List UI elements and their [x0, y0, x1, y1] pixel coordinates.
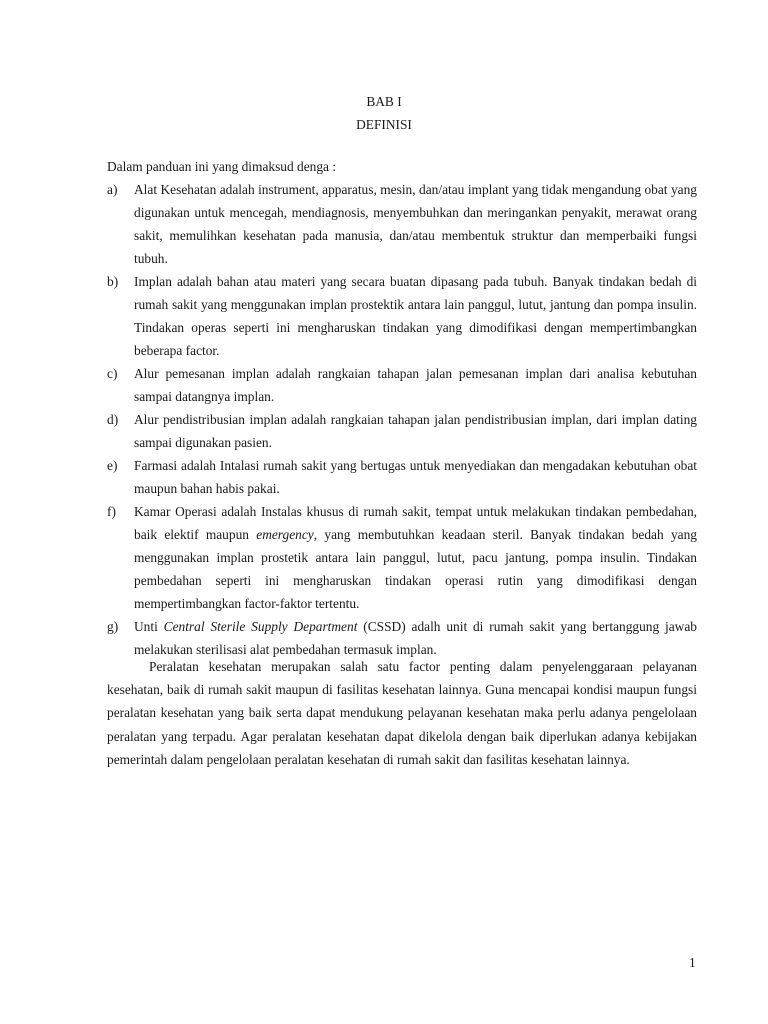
- definition-list: [107, 178, 697, 661]
- list-item-label: d): [107, 412, 119, 427]
- text-run: Unti: [134, 619, 164, 634]
- list-item-label: c): [107, 366, 118, 381]
- chapter-number: BAB I: [366, 94, 402, 109]
- page-number: 1: [689, 955, 696, 970]
- list-item: [107, 270, 697, 362]
- body-paragraph: Peralatan kesehatan merupakan salah satu factor penting dalam penyelenggaraan pelayanan kesehatan, baik di rumah sakit maupun di fasilitas kesehatan lainnya. Guna mencapai kondisi maupun fungsi peralatan kesehatan yang baik serta dapat mendukung pelayanan kesehatan maka perlu adanya pengelolaan peralatan yang terpadu. Agar peralatan kesehatan dapat dikelola dengan baik diperlukan adanya kebijakan pemerintah dalam pengelolaan peralatan kesehatan di rumah sakit dan fasilitas kesehatan lainnya.: [107, 659, 697, 767]
- text-run: (CSSD) adalh unit di rumah sakit yang bertanggung jawab melakukan sterilisasi alat pembedahan termasuk implan.: [134, 619, 697, 657]
- list-item: [107, 178, 697, 270]
- list-item-label: a): [107, 182, 118, 197]
- text-run: Kamar Operasi adalah Instalas khusus di rumah sakit, tempat untuk melakukan tindakan pembedahan, baik elektif maupun: [134, 504, 697, 542]
- italic-term: Central Sterile Supply Department: [163, 619, 358, 634]
- chapter-title: DEFINISI: [356, 117, 412, 132]
- list-item-label: f): [107, 504, 116, 519]
- intro-text: Dalam panduan ini yang dimaksud denga :: [107, 159, 337, 174]
- list-item-text: Implan adalah bahan atau materi yang secara buatan dipasang pada tubuh. Banyak tindakan bedah di rumah sakit yang menggunakan implan prostektik antara lain panggul, lutut, jantung dan pompa insulin. Tindakan operas seperti ini mengharuskan tindakan yang dimodifikasi dengan mempertimbangkan beberapa factor.: [134, 274, 697, 358]
- italic-term: emergency: [256, 527, 314, 542]
- text-run: , yang membutuhkan keadaan steril. Banyak tindakan bedah yang menggunakan implan prostetik antara lain panggul, lutut, pacu jantung, pompa insulin. Tindakan pembedahan seperti ini mengharuskan tindakan operasi rutin yang dimodifikasi dengan mempertimbangkan factor-faktor tertentu.: [134, 527, 697, 611]
- list-item-label: g): [107, 619, 119, 634]
- list-item-text: Farmasi adalah Intalasi rumah sakit yang bertugas untuk menyediakan dan mengadakan kebutuhan obat maupun bahan habis pakai.: [134, 458, 697, 496]
- list-item: [107, 500, 697, 615]
- list-item-text: Alat Kesehatan adalah instrument, apparatus, mesin, dan/atau implant yang tidak mengandung obat yang digunakan untuk mencegah, mendiagnosis, menyembuhkan dan meringankan penyakit, merawat orang sakit, memulihkan kesehatan pada manusia, dan/atau membentuk struktur dan memperbaiki fungsi tubuh.: [134, 182, 697, 266]
- list-item: [107, 454, 697, 500]
- list-item-label: e): [107, 458, 118, 473]
- list-item-text: [134, 500, 697, 615]
- list-item: [107, 408, 697, 454]
- list-item-text: Alur pendistribusian implan adalah rangkaian tahapan jalan pendistribusian implan, dari implan dating sampai digunakan pasien.: [134, 412, 697, 450]
- list-item: [107, 362, 697, 408]
- list-item-label: b): [107, 274, 119, 289]
- list-item-text: Alur pemesanan implan adalah rangkaian tahapan jalan pemesanan implan dari analisa kebutuhan sampai datangnya implan.: [134, 366, 697, 404]
